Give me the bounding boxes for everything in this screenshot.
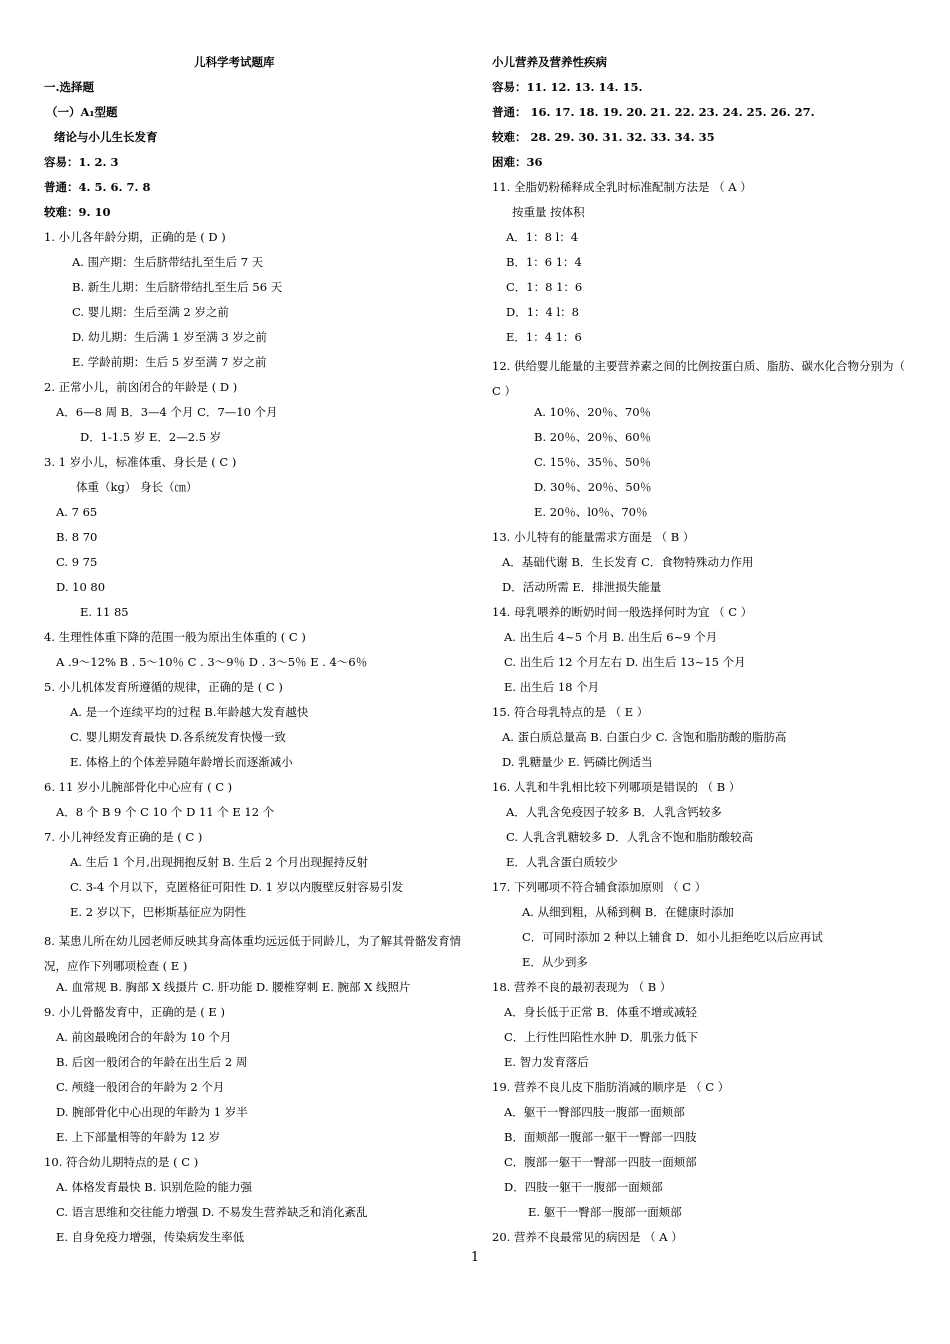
left-line: B. 新生儿期：生后脐带结扎至生后 56 天 <box>72 280 283 294</box>
right-line: C. 15％、35％、50％ <box>534 455 652 469</box>
left-line: 5. 小儿机体发育所遵循的规律，正确的是 ( C ) <box>44 680 283 694</box>
right-line: 17. 下列哪项不符合辅食添加原则 （ C ） <box>492 880 707 894</box>
left-line: 普通：4. 5. 6. 7. 8 <box>44 180 151 194</box>
left-line: D. 幼儿期：生后满 1 岁至满 3 岁之前 <box>72 330 267 344</box>
right-line: A．人乳含免疫因子较多 B．人乳含钙较多 <box>506 805 722 819</box>
left-line: C. 颅缝一般闭合的年龄为 2 个月 <box>56 1080 225 1094</box>
right-line: D. 乳糖量少 E. 钙磷比例适当 <box>502 755 653 769</box>
left-line: 一.选择题 <box>44 80 95 94</box>
left-line: A. 围产期：生后脐带结扎至生后 7 天 <box>72 255 264 269</box>
right-line: 困难：36 <box>492 155 543 169</box>
left-line: A. 生后 1 个月,出现拥抱反射 B. 生后 2 个月出现握持反射 <box>70 855 368 869</box>
left-line: 9. 小儿骨骼发育中，正确的是 ( E ) <box>44 1005 225 1019</box>
left-line: A .9～12% B . 5～10％ C . 3～9％ D . 3～5％ E . 4～6％ <box>56 655 368 669</box>
left-line: E. 学龄前期：生后 5 岁至满 7 岁之前 <box>72 355 267 369</box>
right-line: B．1：6 1：4 <box>506 255 582 269</box>
right-line: C．腹部一躯干一臀部一四肢一面颊部 <box>504 1155 697 1169</box>
right-line: C．1：8 1：6 <box>506 280 583 294</box>
right-line: 普通： 16. 17. 18. 19. 20. 21. 22. 23. 24. 25. 26. 27. <box>492 105 815 119</box>
left-line: E. 上下部量相等的年龄为 12 岁 <box>56 1130 221 1144</box>
right-line: 小儿营养及营养性疾病 <box>492 55 607 69</box>
left-line: A. 是一个连续平均的过程 B.年龄越大发育越快 <box>70 705 309 719</box>
left-line: C. 语言思维和交往能力增强 D. 不易发生营养缺乏和消化紊乱 <box>56 1205 368 1219</box>
page-number: 1 <box>470 1250 480 1265</box>
right-line: E. 智力发育落后 <box>504 1055 589 1069</box>
left-line: D. 10 80 <box>56 580 106 594</box>
right-line: 15. 符合母乳特点的是 （ E ） <box>492 705 649 719</box>
right-line: B．面颊部一腹部一躯干一臀部一四肢 <box>504 1130 697 1144</box>
left-line: B. 后囟一般闭合的年龄在出生后 2 周 <box>56 1055 248 1069</box>
left-line: 儿科学考试题库 <box>194 55 275 69</box>
left-line: 较难：9. 10 <box>44 205 111 219</box>
left-line: C. 3-4 个月以下，克匿格征可阳性 D. 1 岁以内腹壁反射容易引发 <box>70 880 404 894</box>
left-line: 10. 符合幼儿期特点的是 ( C ) <box>44 1155 199 1169</box>
left-line: 4. 生理性体重下降的范围一般为原出生体重的 ( C ) <box>44 630 306 644</box>
left-line: A. 血常规 B. 胸部 X 线摄片 C. 肝功能 D. 腰椎穿刺 E. 腕部 X 线照片 <box>56 980 411 994</box>
left-line: A．8 个 B 9 个 C 10 个 D 11 个 E 12 个 <box>56 805 275 819</box>
right-line: 20. 营养不良最常见的病因是 （ A ） <box>492 1230 683 1244</box>
left-line: A. 前囟最晚闭合的年龄为 10 个月 <box>56 1030 232 1044</box>
right-line: E. 躯干一臀部一腹部一面颊部 <box>528 1205 682 1219</box>
left-line: 7. 小儿神经发育正确的是 ( C ) <box>44 830 203 844</box>
right-line: D．1：4 l：8 <box>506 305 580 319</box>
right-line: 18. 营养不良的最初表现为 （ B ） <box>492 980 672 994</box>
right-line: C．上行性凹陷性水肿 D．肌张力低下 <box>504 1030 699 1044</box>
left-line: C. 9 75 <box>56 555 98 569</box>
right-line: 19. 营养不良儿皮下脂肪消减的顺序是 （ C ） <box>492 1080 730 1094</box>
left-line: 容易：1. 2. 3 <box>44 155 119 169</box>
right-column <box>492 54 912 1254</box>
right-line: 较难： 28. 29. 30. 31. 32. 33. 34. 35 <box>492 130 715 144</box>
left-line: 1. 小儿各年龄分期，正确的是 ( D ) <box>44 230 226 244</box>
right-line: A．基础代谢 B．生长发育 C．食物特殊动力作用 <box>502 555 754 569</box>
left-line: 体重（kg） 身长（㎝） <box>76 480 198 494</box>
right-line: E. 出生后 18 个月 <box>504 680 600 694</box>
right-line: E．1：4 1：6 <box>506 330 582 344</box>
right-line: A. 从细到粗，从稀到稠 B．在健康时添加 <box>522 905 734 919</box>
left-line: D. 腕部骨化中心出现的年龄为 1 岁半 <box>56 1105 248 1119</box>
left-line: E. 体格上的个体差异随年龄增长而逐渐减小 <box>70 755 293 769</box>
left-line: C. 婴儿期发育最快 D.各系统发育快慢一致 <box>70 730 286 744</box>
right-line: 13. 小儿特有的能量需求方面是 （ B ） <box>492 530 695 544</box>
left-line: C. 婴儿期：生后至满 2 岁之前 <box>72 305 229 319</box>
left-line: 3. 1 岁小儿，标准体重、身长是 ( C ) <box>44 455 237 469</box>
right-line: D. 30％、20％、50％ <box>534 480 652 494</box>
left-line: D．1-1.5 岁 E．2—2.5 岁 <box>80 430 222 444</box>
left-line: 8. 某患儿所在幼儿园老师反映其身高体重均远远低于同龄儿，为了解其骨骼发育情况，应作下列哪项检查 ( E ) <box>44 934 462 973</box>
right-line: C．可同时添加 2 种以上辅食 D．如小儿拒绝吃以后应再试 <box>522 930 823 944</box>
right-line: D．活动所需 E．排泄损失能量 <box>502 580 662 594</box>
left-line: A. 体格发育最快 B. 识别危险的能力强 <box>56 1180 253 1194</box>
left-line: 绪论与小儿生长发育 <box>54 130 158 144</box>
right-line: 按重量 按体积 <box>512 205 585 219</box>
right-line: E．人乳含蛋白质较少 <box>506 855 618 869</box>
right-line: A. 10％、20％、70％ <box>534 405 652 419</box>
right-line: E．从少到多 <box>522 955 588 969</box>
right-line: B. 20％、20％、60％ <box>534 430 652 444</box>
right-line: C. 人乳含乳糖较多 D．人乳含不饱和脂肪酸较高 <box>506 830 754 844</box>
right-line: 16. 人乳和牛乳相比较下列哪项是错误的 （ B ） <box>492 780 741 794</box>
left-line: 6. 11 岁小儿腕部骨化中心应有 ( C ) <box>44 780 233 794</box>
left-line: （一）A₁型题 <box>46 105 118 119</box>
right-line: C. 出生后 12 个月左右 D. 出生后 13~15 个月 <box>504 655 746 669</box>
right-line: A. 出生后 4~5 个月 B. 出生后 6~9 个月 <box>504 630 718 644</box>
left-column <box>44 54 464 1254</box>
left-line: A. 7 65 <box>56 505 98 519</box>
right-line: D．四肢一躯干一腹部一面颊部 <box>504 1180 663 1194</box>
left-line: E. 2 岁以下，巴彬斯基征应为阴性 <box>70 905 247 919</box>
left-line: B. 8 70 <box>56 530 98 544</box>
right-line: 容易：11. 12. 13. 14. 15. <box>492 80 643 94</box>
right-line: A．身长低于正常 B．体重不增或减轻 <box>504 1005 697 1019</box>
left-line: E. 自身免疫力增强，传染病发生率低 <box>56 1230 245 1244</box>
right-line: E. 20％、l0％、70％ <box>534 505 648 519</box>
left-line: 2. 正常小儿，前囟闭合的年龄是 ( D ) <box>44 380 238 394</box>
right-line: 11. 全脂奶粉稀释成全乳时标准配制方法是 （ A ） <box>492 180 752 194</box>
right-line: A．躯干一臀部四肢一腹部一面颊部 <box>504 1105 685 1119</box>
right-line: A. 蛋白质总量高 B. 白蛋白少 C. 含饱和脂肪酸的脂肪高 <box>502 730 787 744</box>
right-line: A．1：8 l：4 <box>506 230 579 244</box>
right-line: 12. 供给婴儿能量的主要营养素之间的比例按蛋白质、脂肪、碳水化合物分别为（ C ） <box>492 359 905 398</box>
left-line: A．6—8 周 B．3—4 个月 C．7—10 个月 <box>56 405 278 419</box>
left-line: E. 11 85 <box>80 605 129 619</box>
right-line: 14. 母乳喂养的断奶时间一般选择何时为宜 （ C ） <box>492 605 753 619</box>
